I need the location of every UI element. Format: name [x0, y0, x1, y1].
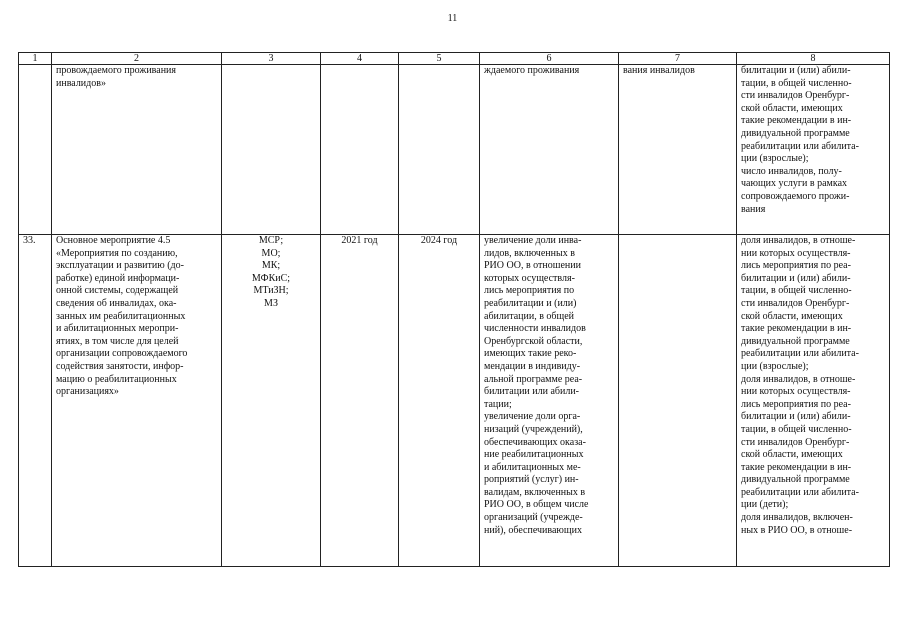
- header-col-1: 1: [19, 53, 52, 65]
- executors-cell: МСР; МО; МК; МФКиС; МТиЗН; МЗ: [222, 235, 321, 567]
- activity-name-cell: провождаемого проживания инвалидов»: [52, 65, 222, 235]
- program-table: [18, 52, 890, 567]
- header-col-2: 2: [52, 53, 222, 65]
- executors-cell: [222, 65, 321, 235]
- expected-result-cell: ждаемого проживания: [480, 65, 619, 235]
- header-col-7: 7: [619, 53, 737, 65]
- end-year-cell: 2024 год: [399, 235, 480, 567]
- activity-name-cell: Основное мероприятие 4.5 «Мероприятия по созданию, эксплуатации и развитию (до- работке) единой информаци- онной системы, содержащей сведения об инвалидах, ока- занных им реабилитационных и абилитационных меропри- ятиях, в том числе для целей организации сопровождаемого содействия занятости, инфор- мацию о реабилитационных организациях»: [52, 235, 222, 567]
- row-number-cell: [19, 65, 52, 235]
- table-row: [19, 235, 890, 567]
- header-col-8: 8: [737, 53, 890, 65]
- expected-result-cell: увеличение доли инва- лидов, включенных в РИО ОО, в отношении которых осуществля- лись мероприятия по реабилитации и (или) абилитации, в общей численности инвалидов Оренбургской области, имеющих такие реко- мендации в индивиду- альной программе реа- билитации или абили- тации; увеличение доли орга- низаций (учреждений), обеспечивающих оказа- ние реабилитационных и абилитационных ме- роприятий (услуг) ин- валидам, включенных в РИО ОО, в общем числе организаций (учрежде- ний), обеспечивающих: [480, 235, 619, 567]
- consequences-cell: вания инвалидов: [619, 65, 737, 235]
- end-year-cell: [399, 65, 480, 235]
- header-row: [19, 53, 890, 65]
- row-number-cell: 33.: [19, 235, 52, 567]
- page-number: 11: [447, 13, 458, 24]
- consequences-cell: [619, 235, 737, 567]
- table-row: [19, 65, 890, 235]
- indicators-cell: билитации и (или) абили- тации, в общей численно- сти инвалидов Оренбург- ской области, имеющих такие рекомендации в ин- дивидуальной программе реабилитации или абилита- ции (взрослые); число инвалидов, полу- чающих услуги в рамках сопровождаемого прожи- вания: [737, 65, 890, 235]
- start-year-cell: 2021 год: [321, 235, 399, 567]
- start-year-cell: [321, 65, 399, 235]
- header-col-6: 6: [480, 53, 619, 65]
- indicators-cell: доля инвалидов, в отноше- нии которых осуществля- лись мероприятия по реа- билитации и (или) абили- тации, в общей численно- сти инвалидов Оренбург- ской области, имеющих такие рекомендации в ин- дивидуальной программе реабилитации или абилита- ции (взрослые); доля инвалидов, в отноше- нии которых осуществля- лись мероприятия по реа- билитации и (или) абили- тации, в общей численно- сти инвалидов Оренбург- ской области, имеющих такие рекомендации в ин- дивидуальной программе реабилитации или абилита- ции (дети); доля инвалидов, включен- ных в РИО ОО, в отноше-: [737, 235, 890, 567]
- header-col-3: 3: [222, 53, 321, 65]
- header-col-4: 4: [321, 53, 399, 65]
- header-col-5: 5: [399, 53, 480, 65]
